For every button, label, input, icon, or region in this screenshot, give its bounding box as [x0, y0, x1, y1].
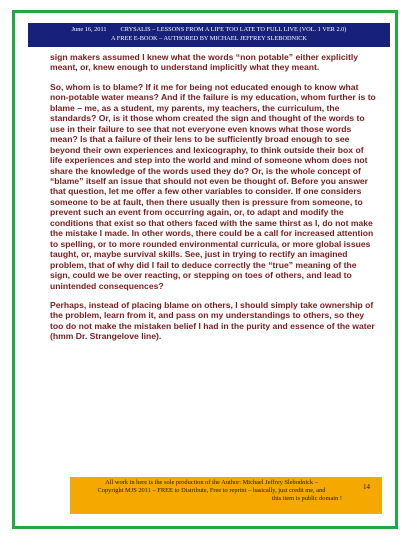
header-title-line [28, 26, 390, 35]
paragraph: sign makers assumed I knew what the words “non potable” either explicitly meant, or, knew enough to understand implicitly what they meant. [50, 52, 359, 73]
header-banner [28, 23, 390, 47]
paragraph: So, whom is to blame? If it me for being not educated enough to know what non-potable water means? And if the failure is my education, whom further is to blame – me, as a student, my parents, my teachers, the curriculum, the standards? Or, is it those whom created the sign and thought of the words to use in their failure to see that not everyone even knows what those words mean? Is that a failure of their lens to be sufficiently broad enough to see beyond their own experiences and lexicography, to think outside their box of life experiences and step into the world and mind of someone whom does not share the knowledge of the words used they do? Or, is the whole concept of “blame” itself an issue that should not even be thought of. Before you answer that question, let me offer a few other variables to consider. If one considers someone to be at fault, then there usually then is pressure from someone, to prevent such an event from occurring again, or, to adapt and modify the conditions that exist so that others faced with the same thirst as I, do not make the mistake I made. In other words, there could be a call for increased attention to spelling, or to more rounded environmental curricula, or more global issues taught, or, maybe survival skills. See, just in trying to rectify an imagined problem, that of why did I fail to deduce correctly the “true” meaning of the sign, could we be over reacting, or stepping on toes of others, and lead to unintended consequences? [50, 81, 376, 291]
document-body [50, 52, 378, 351]
copyright-footer [70, 477, 382, 514]
header-date: June 16, 2011 [71, 26, 107, 33]
paragraph: Perhaps, instead of placing blame on others, I should simply take ownership of the problem, learn from it, and pass on my understandings to others, so they too do not make the mistaken belief I had in the purity and essence of the water (hmm Dr. Strangelove line). [50, 299, 375, 342]
footer-line-1: All work in here is the sole production of the Author: Michael Jeffrey Slebodnick – [105, 479, 318, 486]
footer-line-3: this item is public domain ! [271, 495, 342, 503]
header-title: CRYSALIS – LESSONS FROM A LIFE TOO LATE TO FULL LIVE (VOL. 1 VER 2.0) [120, 26, 347, 33]
page-number: 14 [363, 483, 370, 491]
footer-line-2: Copyright MJS 2011 – FREE to Distribute, Free to reprint – basically, just credit me, and [97, 487, 326, 495]
header-subtitle: A FREE E-BOOK – AUTHORED BY MICHAEL JEFFREY SLEBODNICK [111, 34, 307, 42]
